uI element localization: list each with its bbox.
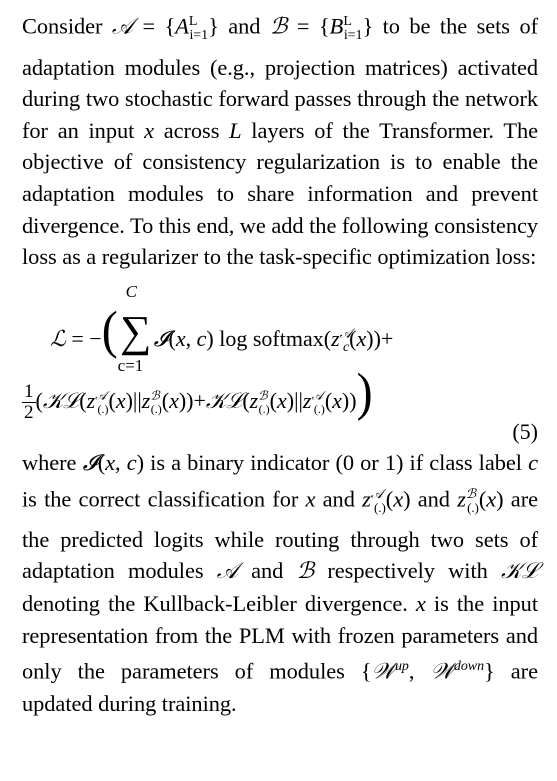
sum-lower-limit: c=1 bbox=[117, 355, 144, 375]
equation-5 bbox=[22, 273, 538, 447]
paragraph-intro: Consider 𝒜 = $\{A^L_{i=1}\}$ and ℬ = $\{B^L_{i=1}\}$ to be the sets of adaptation modules (e.g., projection matrices) activated during two stochastic forward passes through the network for an input x across L layers of the Transformer. The objective of consistency regularization is to enable the adaptation modules to share information and prevent divergence. To this end, we add the following consistency loss as a regularizer to the task-specific optimization loss: bbox=[22, 13, 538, 270]
equation-number: (5) bbox=[512, 418, 538, 444]
equation-line-2: $\frac{1}{2}$ $(𝒦ℒ(z^𝒜_{(.)}(x)||z^ℬ_{(.)}(x))+𝒦ℒ(z^ℬ_{(.)}(x)||z^𝒜_{(.)}(x)))$ bbox=[24, 362, 373, 424]
equation-line-1: ℒ = −( C ∑ c=1 𝓘(x, c) $\log softmax(z^𝒜_c(x))+$ bbox=[50, 281, 394, 375]
paragraph-explanation: where 𝓘(x, c) is a binary indicator (0 or 1) if class label c is the correct classification for x and $z^𝒜_{(.)}(x)$ and $z^ℬ_{(.)}(x)$ are the predicted logits while routing through two sets of adaptation modules 𝒜 and ℬ respectively with 𝒦ℒ denoting the Kullback-Leibler divergence. x is the input representation from the PLM with frozen parameters and only the parameters of modules {𝒲$^{up}$, 𝒲$^{down}$} are updated during training. bbox=[22, 449, 538, 717]
fraction-one-half: $\frac{1}{2}$ bbox=[24, 381, 34, 424]
paper-page bbox=[22, 6, 538, 720]
sum-upper-limit: C bbox=[125, 281, 138, 301]
